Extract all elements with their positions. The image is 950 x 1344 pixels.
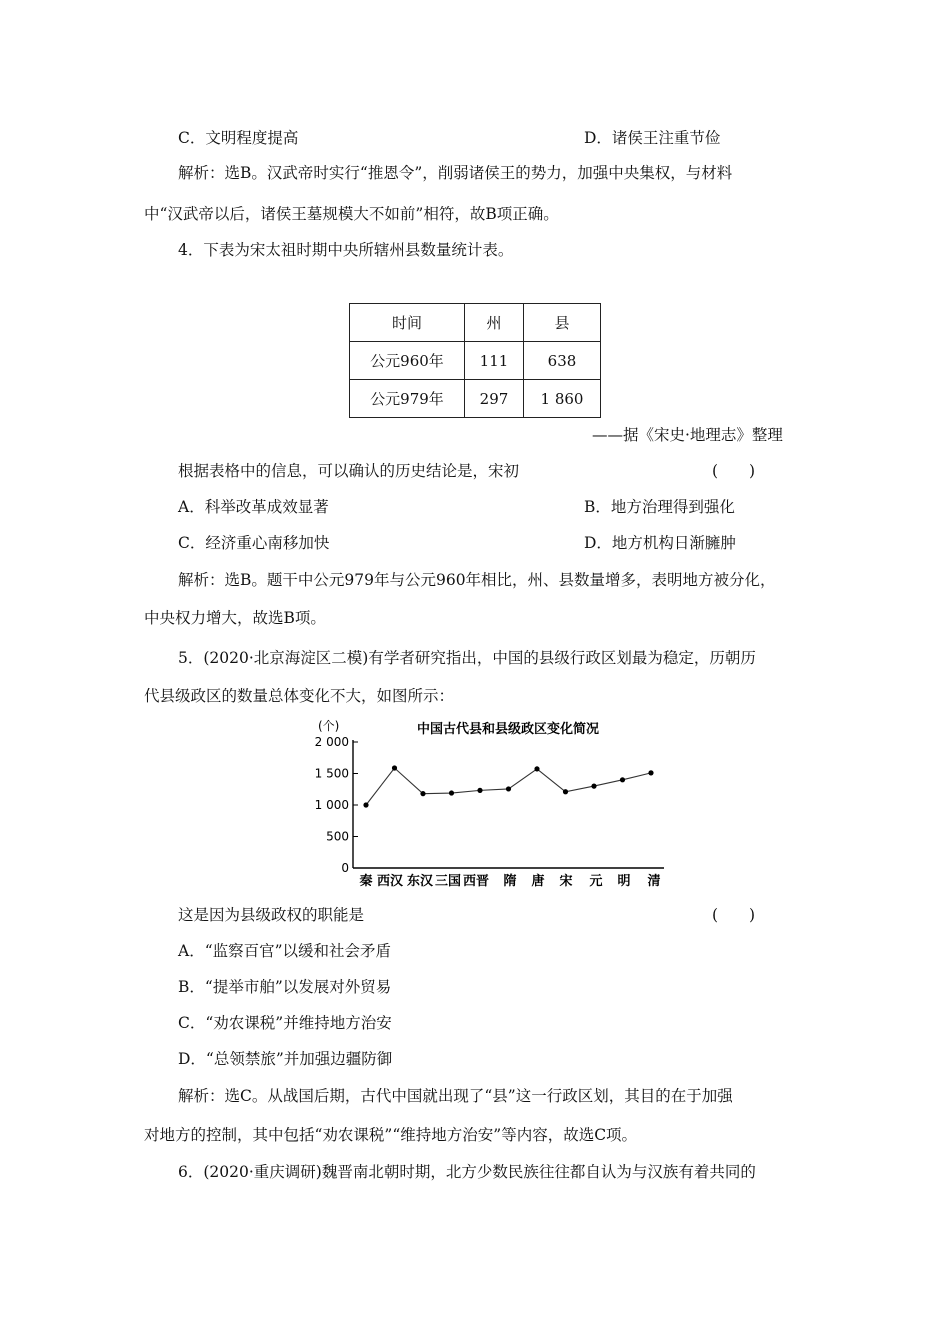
table-cell: 297 (465, 380, 524, 418)
q5-stem-line2: 代县级政区的数量总体变化不大，如图所示： (144, 687, 455, 705)
data-point (506, 786, 511, 791)
x-tick-label: 清 (647, 874, 661, 889)
q5-stem-line1: 5．(2020·北京海淀区二模)有学者研究指出，中国的县级行政区划最为稳定，历朝历 (178, 649, 756, 667)
q4-option-a: A．科举改革成效显著 (178, 498, 329, 516)
x-tick-label: 元 (589, 874, 603, 889)
q3-analysis-line1: 解析：选B。汉武帝时实行“推恩令”，削弱诸侯王的势力，加强中央集权，与材料 (178, 164, 733, 182)
q4-analysis-line2: 中央权力增大，故选B项。 (144, 609, 326, 627)
chart-title: 中国古代县和县级政区变化简况 (416, 722, 600, 737)
table-cell: 111 (465, 342, 524, 380)
q3-analysis-line2: 中“汉武帝以后，诸侯王墓规模大不如前”相符，故B项正确。 (144, 205, 559, 223)
data-point (534, 766, 539, 771)
q4-question: 根据表格中的信息，可以确认的历史结论是，宋初 (178, 462, 520, 480)
q3-option-d: D．诸侯王注重节俭 (584, 129, 721, 147)
x-tick-label: 东汉 (406, 874, 434, 889)
q4-analysis-line1: 解析：选B。题干中公元979年与公元960年相比，州、县数量增多，表明地方被分化， (178, 571, 776, 589)
table-cell: 公元960年 (350, 342, 465, 380)
q4-answer-bracket: ( ) (712, 462, 756, 480)
table-header-cell: 州 (465, 304, 524, 342)
x-tick-label: 宋 (559, 874, 573, 889)
q5-analysis-line2: 对地方的控制，其中包括“劝农课税”“维持地方治安”等内容，故选C项。 (144, 1126, 638, 1144)
x-tick-label: 秦 (359, 874, 373, 889)
q5-analysis-line1: 解析：选C。从战国后期，古代中国就出现了“县”这一行政区划，其目的在于加强 (178, 1087, 733, 1105)
data-point (648, 770, 653, 775)
data-point (620, 777, 625, 782)
county-table (349, 303, 601, 418)
x-tick-label: 唐 (531, 874, 545, 889)
table-header-cell: 县 (524, 304, 601, 342)
q5-option-d: D．“总领禁旅”并加强边疆防御 (178, 1050, 393, 1068)
table-header-row (350, 304, 601, 342)
chart-y-unit-label: (个) (318, 719, 340, 733)
q4-stem: 4．下表为宋太祖时期中央所辖州县数量统计表。 (178, 241, 514, 259)
y-tick-label: 500 (326, 829, 349, 844)
data-point (477, 788, 482, 793)
table-row (350, 380, 601, 418)
data-point (563, 789, 568, 794)
table-cell: 1 860 (524, 380, 601, 418)
q5-option-c: C．“劝农课税”并维持地方治安 (178, 1014, 392, 1032)
table-cell: 638 (524, 342, 601, 380)
q6-stem-line1: 6．(2020·重庆调研)魏晋南北朝时期，北方少数民族往往都自认为与汉族有着共同的 (178, 1163, 756, 1181)
data-point (449, 790, 454, 795)
data-point (363, 802, 368, 807)
q5-question: 这是因为县级政权的职能是 (178, 906, 365, 924)
q4-option-c: C．经济重心南移加快 (178, 534, 330, 552)
x-tick-label: 西汉 (376, 874, 404, 889)
q4-option-b: B．地方治理得到强化 (584, 498, 735, 516)
table-cell: 公元979年 (350, 380, 465, 418)
data-point (591, 784, 596, 789)
y-tick-label: 1 500 (314, 766, 349, 781)
y-tick-label: 1 000 (314, 798, 349, 812)
x-tick-label: 三国 (434, 874, 462, 889)
q4-option-d: D．地方机构日渐臃肿 (584, 534, 736, 552)
q3-option-c: C．文明程度提高 (178, 129, 299, 147)
table-row (350, 342, 601, 380)
x-tick-label: 明 (617, 874, 631, 889)
data-point (392, 765, 397, 770)
y-tick-label: 0 (341, 861, 349, 875)
q5-answer-bracket: ( ) (712, 906, 756, 924)
table-source: ——据《宋史·地理志》整理 (592, 426, 783, 444)
county-line-chart (300, 715, 680, 895)
x-tick-label: 隋 (503, 874, 517, 889)
table-header-cell: 时间 (350, 304, 465, 342)
q5-option-b: B．“提举市舶”以发展对外贸易 (178, 978, 392, 996)
y-tick-label: 2 000 (314, 735, 349, 749)
q5-option-a: A．“监察百官”以缓和社会矛盾 (178, 942, 392, 960)
x-tick-label: 西晋 (462, 874, 490, 889)
data-point (420, 791, 425, 796)
